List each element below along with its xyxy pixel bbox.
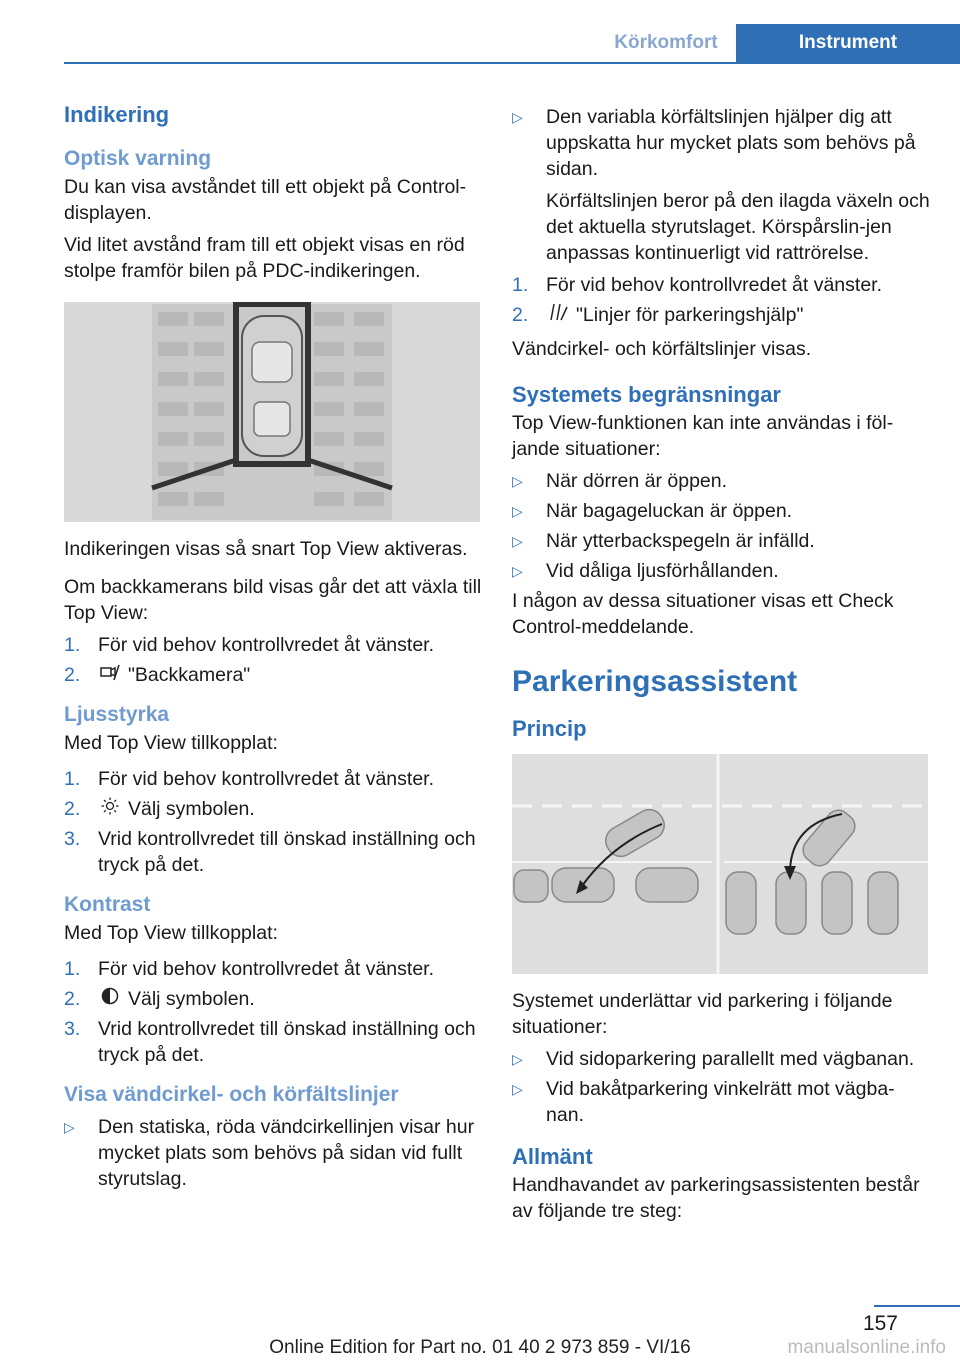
parking-illustration xyxy=(512,754,928,974)
bullet-park-1 xyxy=(512,1046,930,1072)
step-d1 xyxy=(512,272,930,298)
step-number: 1. xyxy=(64,768,81,790)
footer-rule xyxy=(874,1305,960,1307)
step-b2 xyxy=(64,796,482,822)
watermark: manualsonline.info xyxy=(787,1337,946,1358)
bullet-statiska xyxy=(64,1114,482,1192)
step-number: 1. xyxy=(64,958,81,980)
step-c2 xyxy=(64,986,482,1012)
paragraph-systemet: Systemet underlättar vid parkering i följande situationer: xyxy=(512,990,893,1038)
step-text: För vid behov kontrollvredet åt vänster. xyxy=(98,768,435,790)
heading-visa-vandcirkel: Visa vändcirkel- och körfältslinjer xyxy=(64,1083,399,1106)
step-text: Välj symbolen. xyxy=(128,988,255,1010)
bullet-begr-3 xyxy=(512,528,930,554)
step-text: "Linjer för parkeringshjälp" xyxy=(576,304,804,326)
step-text: Vrid kontrollvredet till önskad inställning och tryck på det. xyxy=(98,828,476,876)
paragraph-backkamera: Om backkamerans bild visas går det att växla till Top View: xyxy=(64,576,482,624)
parking-assistant-figure xyxy=(512,754,928,974)
paragraph-control-display: Du kan visa avståndet till ett objekt på Control-displayen. xyxy=(64,176,467,224)
step-number: 1. xyxy=(512,274,529,296)
bullet-text: När dörren är öppen. xyxy=(546,470,728,492)
step-number: 2. xyxy=(64,988,81,1010)
paragraph-begransningar: Top View-funktionen kan inte användas i föl-jande situationer: xyxy=(512,412,894,460)
triangle-bullet-icon: ▷ xyxy=(512,563,523,579)
triangle-bullet-icon: ▷ xyxy=(512,503,523,519)
bullet-text: Den variabla körfältslinjen hjälper dig att uppskatta hur mycket plats som behövs på sidan. xyxy=(546,106,916,180)
camera-icon xyxy=(98,662,122,688)
bullet-text: Den statiska, röda vändcirkellinjen visar hur mycket plats som behövs på sidan vid fullt styrutslag. xyxy=(98,1116,475,1190)
step-number: 3. xyxy=(64,1018,81,1040)
step-a2 xyxy=(64,662,482,688)
step-number: 1. xyxy=(64,634,81,656)
left-column xyxy=(64,100,482,1196)
step-number: 3. xyxy=(64,828,81,850)
step-text: För vid behov kontrollvredet åt vänster. xyxy=(98,634,435,656)
step-text: "Backkamera" xyxy=(128,664,251,686)
heading-optisk-varning: Optisk varning xyxy=(64,147,212,170)
paragraph-allmant: Handhavandet av parkeringsassistenten består av följande tre steg: xyxy=(512,1174,920,1222)
step-c1 xyxy=(64,956,482,982)
parking-lines-icon xyxy=(546,302,570,328)
paragraph-check-control: I någon av dessa situationer visas ett Check Control-meddelande. xyxy=(512,590,894,638)
bullet-park-2 xyxy=(512,1076,930,1128)
top-view-illustration xyxy=(64,302,480,522)
right-column xyxy=(512,100,930,1230)
step-number: 2. xyxy=(64,664,81,686)
bullet-begr-4 xyxy=(512,558,930,584)
triangle-bullet-icon: ▷ xyxy=(512,1081,523,1097)
tab-instrument[interactable]: Instrument xyxy=(736,24,960,62)
paragraph-rod-stolpe: Vid litet avstånd fram till ett objekt visas en röd stolpe framför bilen på PDC-indikeringen. xyxy=(64,234,465,282)
heading-kontrast: Kontrast xyxy=(64,893,151,916)
triangle-bullet-icon: ▷ xyxy=(512,533,523,549)
step-text: För vid behov kontrollvredet åt vänster. xyxy=(546,274,883,296)
paragraph-korfaltslinjen: Körfältslinjen beror på den ilagda växeln och det aktuella styrutslaget. Körspårslin-jen anpassas kontinuerligt vid rattrörelse. xyxy=(546,190,930,264)
bullet-text: Vid bakåtparkering vinkelrätt mot vägba-nan. xyxy=(546,1078,895,1126)
tab-korkomfort[interactable]: Körkomfort xyxy=(614,32,718,53)
bullet-text: Vid sidoparkering parallellt med vägbanan. xyxy=(546,1048,915,1070)
bullet-text: Vid dåliga ljusförhållanden. xyxy=(546,560,779,582)
bullet-variabla xyxy=(512,104,930,182)
heading-systemets-begransningar: Systemets begränsningar xyxy=(512,382,781,407)
paragraph-vandcirkel-visas: Vändcirkel- och körfältslinjer visas. xyxy=(512,338,812,360)
contrast-icon xyxy=(98,986,122,1012)
step-number: 2. xyxy=(64,798,81,820)
heading-princip: Princip xyxy=(512,716,587,741)
paragraph-indikeringen: Indikeringen visas så snart Top View aktiveras. xyxy=(64,538,468,560)
step-b3 xyxy=(64,826,482,878)
heading-parkeringsassistent: Parkeringsassistent xyxy=(512,665,798,698)
step-text: För vid behov kontrollvredet åt vänster. xyxy=(98,958,435,980)
heading-allmant: Allmänt xyxy=(512,1144,593,1169)
step-a1 xyxy=(64,632,482,658)
step-text: Vrid kontrollvredet till önskad inställning och tryck på det. xyxy=(98,1018,476,1066)
heading-ljusstyrka: Ljusstyrka xyxy=(64,703,170,726)
triangle-bullet-icon: ▷ xyxy=(512,109,523,125)
paragraph-kontrast-intro: Med Top View tillkopplat: xyxy=(64,922,278,944)
header-bar xyxy=(64,24,960,64)
step-text: Välj symbolen. xyxy=(128,798,255,820)
bullet-text: När bagageluckan är öppen. xyxy=(546,500,793,522)
top-view-figure xyxy=(64,302,480,522)
paragraph-ljus-intro: Med Top View tillkopplat: xyxy=(64,732,278,754)
step-b1 xyxy=(64,766,482,792)
triangle-bullet-icon: ▷ xyxy=(512,473,523,489)
step-number: 2. xyxy=(512,304,529,326)
bullet-begr-1 xyxy=(512,468,930,494)
bullet-text: När ytterbackspegeln är infälld. xyxy=(546,530,815,552)
brightness-icon xyxy=(98,796,122,822)
heading-indikering: Indikering xyxy=(64,102,170,127)
triangle-bullet-icon: ▷ xyxy=(512,1051,523,1067)
page-number: 157 xyxy=(862,1312,898,1335)
bullet-begr-2 xyxy=(512,498,930,524)
step-d2 xyxy=(512,302,930,328)
footer-edition: Online Edition for Part no. 01 40 2 973 859 - VI/16 xyxy=(269,1337,691,1358)
step-c3 xyxy=(64,1016,482,1068)
triangle-bullet-icon: ▷ xyxy=(64,1119,75,1135)
